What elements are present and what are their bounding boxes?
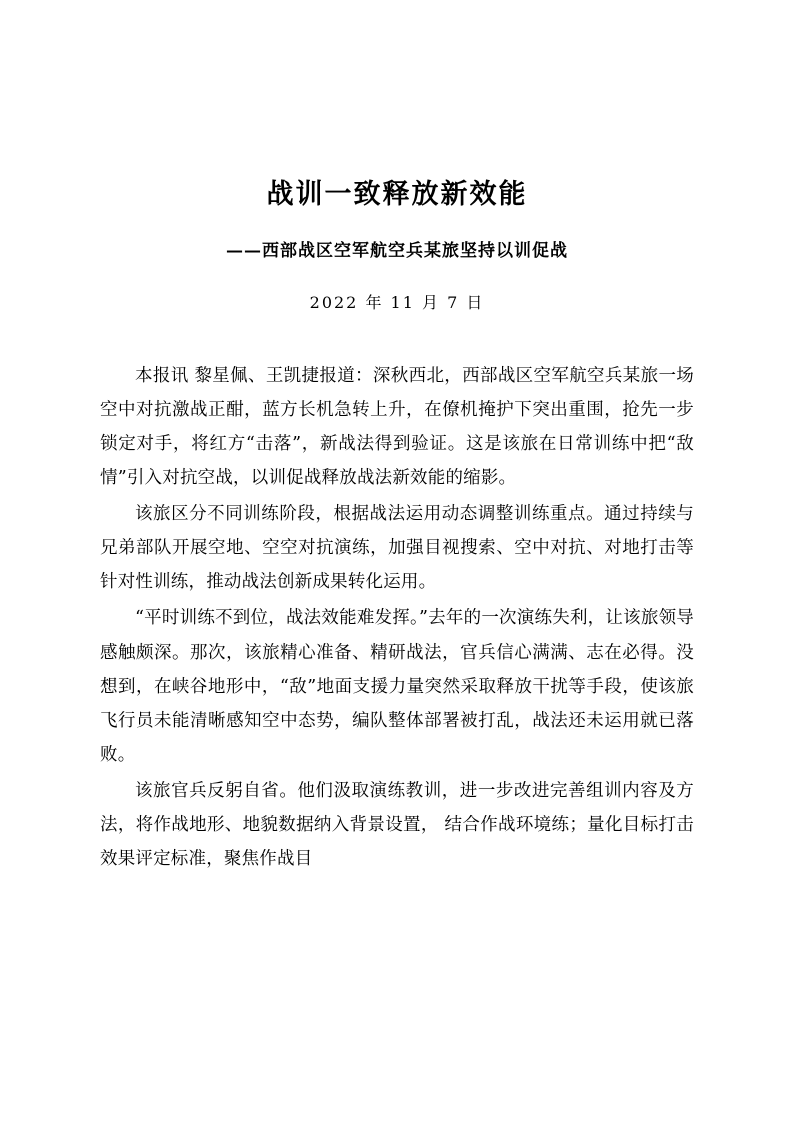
page-title: 战训一致释放新效能 (266, 179, 528, 210)
document-subtitle: ——西部战区空军航空兵某旅坚持以训促战 (226, 240, 568, 261)
body-paragraph: 该旅官兵反躬自省。他们汲取演练教训，进一步改进完善组训内容及方法，将作战地形、地貌数据纳入背景设置， 结合作战环境练；量化目标打击效果评定标准，聚焦作战目 (100, 781, 694, 870)
document-body (100, 359, 694, 877)
body-paragraph: “平时训练不到位，战法效能难发挥。”去年的一次演练失利，让该旅领导感触颇深。那次，该旅精心准备、精研战法，官兵信心满满、志在必得。没想到，在峡谷地形中，“敌”地面支援力量突然采取释放干扰等手段，使该旅飞行员未能清晰感知空中态势，编队整体部署被打乱，战法还未运用就已落败。 (100, 608, 694, 765)
body-paragraph: 本报讯 黎星佩、王凯捷报道：深秋西北，西部战区空军航空兵某旅一场空中对抗激战正酣，蓝方长机急转上升，在僚机掩护下突出重围，抢先一步锁定对手，将红方“击落”，新战法得到验证。这是该旅在日常训练中把“敌情”引入对抗空战，以训促战释放战法新效能的缩影。 (100, 365, 694, 488)
document-date: 2022 年 11 月 7 日 (309, 292, 485, 312)
body-paragraph: 该旅区分不同训练阶段，根据战法运用动态调整训练重点。通过持续与兄弟部队开展空地、空空对抗演练，加强目视搜索、空中对抗、对地打击等针对性训练，推动战法创新成果转化运用。 (100, 504, 694, 593)
